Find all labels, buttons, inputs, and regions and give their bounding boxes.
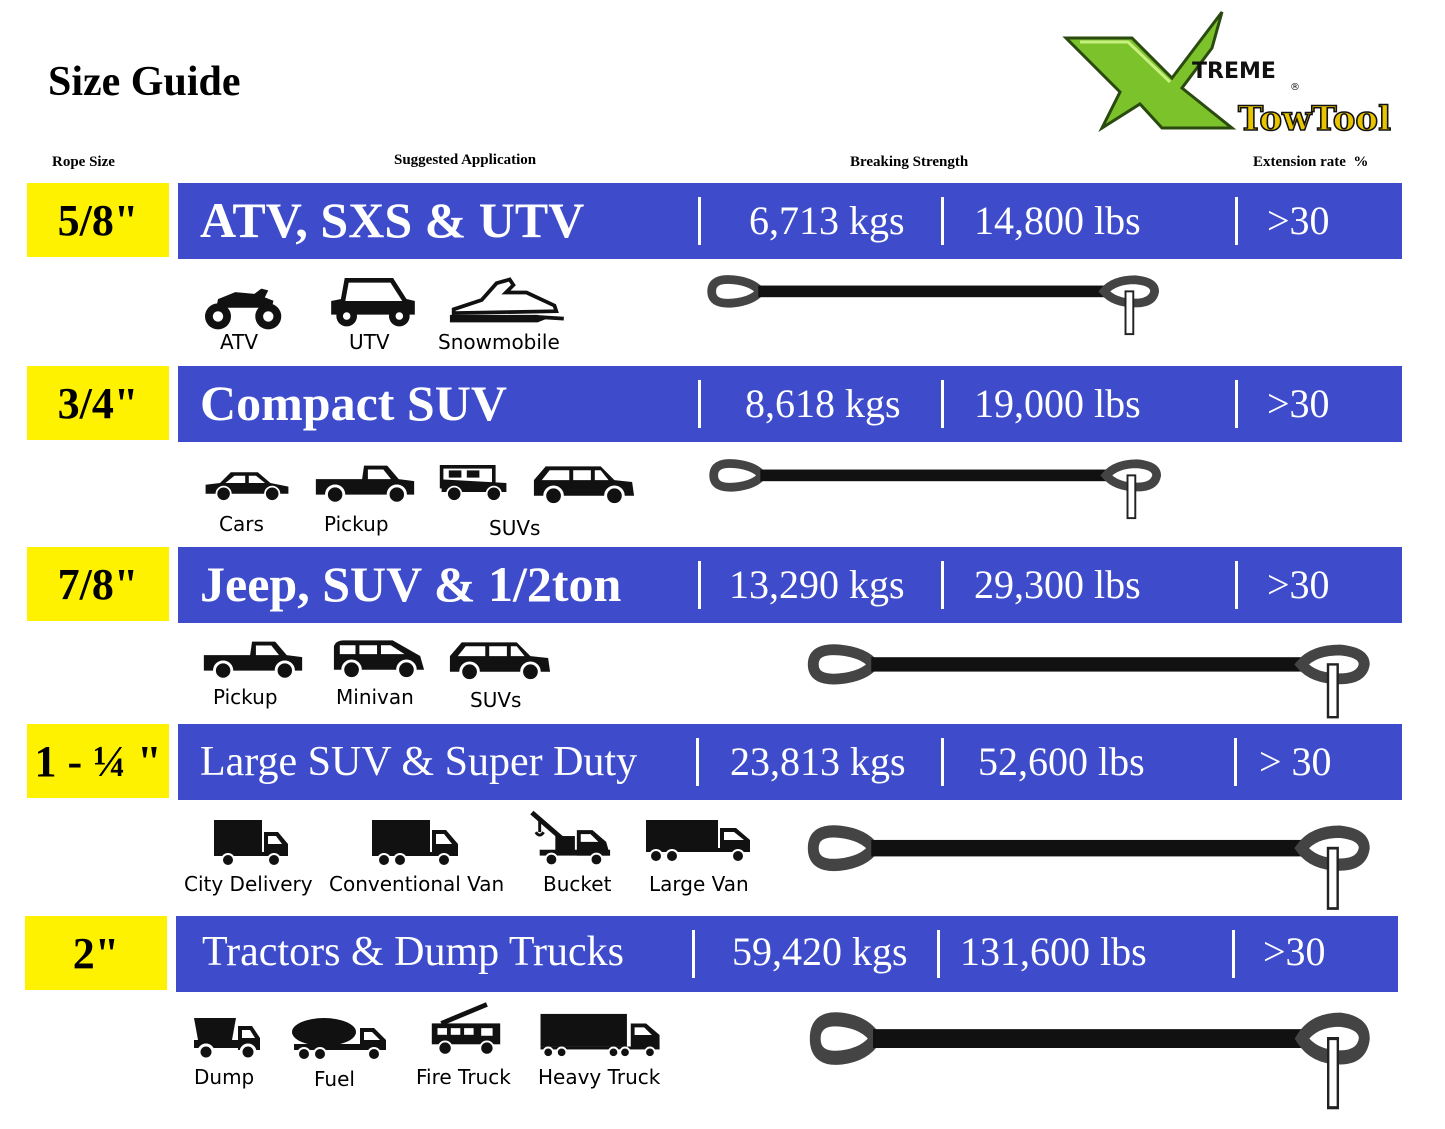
strength-kgs: 23,813 kgs [730,739,906,784]
col-header-rope-size: Rope Size [52,154,115,170]
application-band [178,547,1402,623]
divider [1235,561,1238,609]
divider [1232,930,1235,978]
svg-text:®: ® [1290,82,1300,93]
application-text: ATV, SXS & UTV [200,192,585,248]
application-band [178,724,1402,800]
application-band [178,366,1402,442]
extension-rate: >30 [1263,929,1326,974]
strength-lbs: 29,300 lbs [974,562,1141,607]
vehicle-label: Bucket [543,872,612,896]
vehicle-label: Fire Truck [416,1065,511,1089]
col-header-application: Suggested Application [394,152,537,168]
vehicle-label: Cars [219,512,264,536]
divider [698,380,701,428]
suv-icon [530,460,638,508]
rope-illustration [808,1004,1386,1114]
divider [696,738,699,786]
strength-kgs: 8,618 kgs [745,381,901,426]
col-header-strength: Breaking Strength [850,154,969,170]
divider [937,930,940,978]
suv-icon [446,636,554,684]
fire-truck-icon [428,1002,504,1060]
box-van-icon [370,818,460,868]
strength-kgs: 6,713 kgs [749,198,905,243]
large-van-icon [644,818,754,864]
vehicle-label: Pickup [324,512,389,536]
page-title: Size Guide [48,59,241,105]
rope-size-badge: 2" [25,916,167,990]
rope-illustration [704,270,1174,338]
rope-illustration [806,818,1386,914]
heavy-truck-icon [538,1012,664,1060]
strength-kgs: 13,290 kgs [729,562,905,607]
rope-illustration [806,638,1386,722]
rope-size-badge: 3/4" [27,366,169,440]
jeep-icon [438,462,510,504]
application-band [178,183,1402,259]
divider [698,561,701,609]
divider [1235,197,1238,245]
divider [941,197,944,245]
vehicle-label: Dump [194,1065,255,1089]
bucket-truck-icon [526,808,614,868]
divider [1234,738,1237,786]
snowmobile-icon [444,272,566,328]
pickup-icon [312,460,418,506]
application-band [176,916,1398,992]
strength-lbs: 52,600 lbs [978,739,1145,784]
vehicle-label: Large Van [649,872,749,896]
vehicle-label: UTV [349,330,390,354]
strength-kgs: 59,420 kgs [732,929,908,974]
divider [941,738,944,786]
strength-lbs: 131,600 lbs [960,929,1147,974]
rope-illustration [706,454,1176,522]
application-text: Jeep, SUV & 1/2ton [200,556,622,612]
vehicle-label: Minivan [336,685,414,709]
extension-rate: >30 [1267,198,1330,243]
rope-size-badge: 1 - ¼ " [27,724,169,798]
divider [941,561,944,609]
vehicle-label: Pickup [213,685,278,709]
vehicle-label: Heavy Truck [538,1065,661,1089]
divider [692,930,695,978]
application-text: Compact SUV [200,375,507,431]
col-header-extension: Extension rate % [1253,154,1369,170]
divider [941,380,944,428]
fuel-truck-icon [290,1014,390,1064]
rope-size-badge: 7/8" [27,547,169,621]
rope-size-badge: 5/8" [27,183,169,257]
dump-truck-icon [192,1012,262,1062]
divider [698,197,701,245]
utv-icon [326,272,420,330]
vehicle-label: SUVs [489,516,541,540]
vehicle-label: Fuel [314,1067,355,1091]
pickup-icon [200,636,306,682]
minivan-icon [330,636,428,682]
xtreme-towtool-logo [1062,8,1392,138]
extension-rate: > 30 [1259,739,1332,784]
extension-rate: >30 [1267,381,1330,426]
strength-lbs: 19,000 lbs [974,381,1141,426]
vehicle-label: Conventional Van [329,872,505,896]
application-text: Large SUV & Super Duty [200,739,638,785]
vehicle-label: ATV [220,330,259,354]
car-icon [202,464,292,502]
atv-icon [194,280,294,332]
divider [1235,380,1238,428]
vehicle-label: SUVs [470,688,522,712]
vehicle-label: City Delivery [184,872,313,896]
extension-rate: >30 [1267,562,1330,607]
application-text: Tractors & Dump Trucks [202,929,625,975]
logo-text-towtool: TowTool [1238,99,1392,138]
strength-lbs: 14,800 lbs [974,198,1141,243]
logo-text-treme: TREME [1192,59,1276,84]
vehicle-label: Snowmobile [438,330,560,354]
delivery-truck-icon [212,818,292,868]
